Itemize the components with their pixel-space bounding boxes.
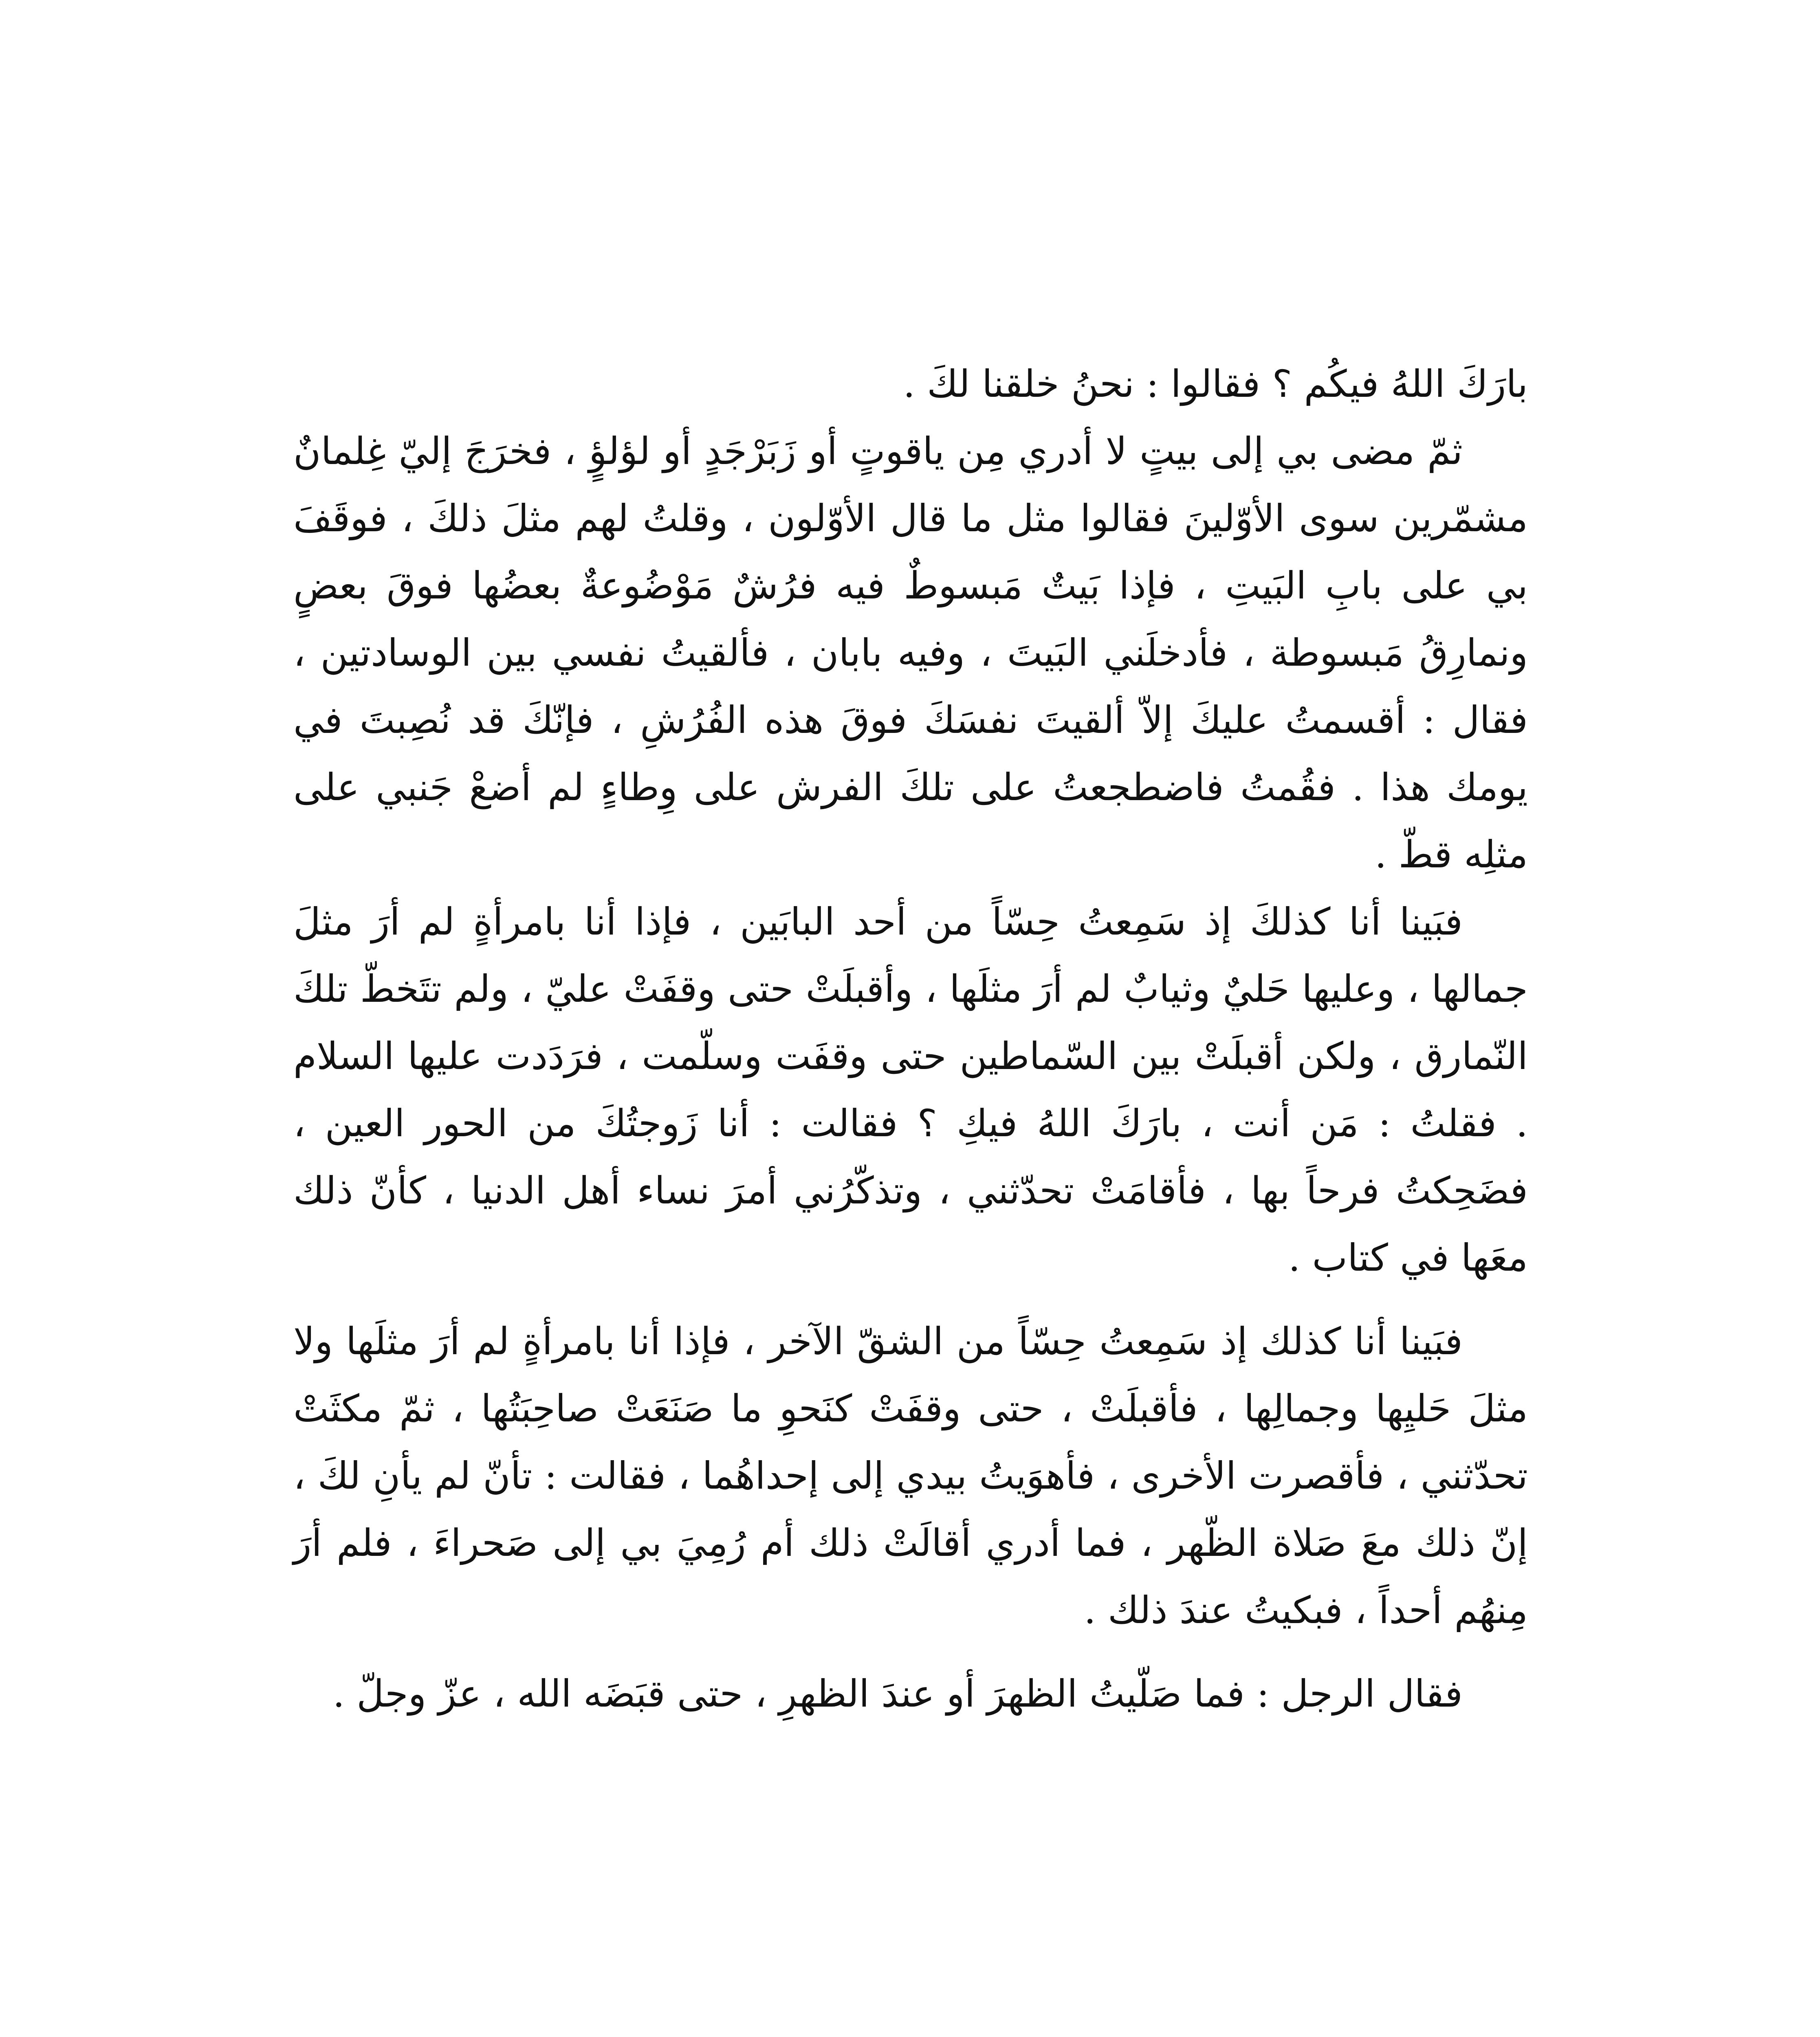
body-text: [293, 350, 1528, 1727]
paragraph: بارَكَ اللهُ فيكُم ؟ فقالوا : نحنُ خلقنا لكَ .: [903, 362, 1528, 406]
paragraph: ثمّ مضى بي إلى بيتٍ لا أدري مِن ياقوتٍ أو زَبَرْجَدٍ أو لؤلؤٍ ، فخرَجَ إليّ غِلمانٌ مشمّرين سوى الأوّلينَ فقالوا مثل ما قال الأوّلون ، وقلتُ لهم مثلَ ذلكَ ، فوقَفَ بي على بابِ البَيتِ ، فإذا بَيتٌ مَبسوطٌ فيه فرُشٌ مَوْضُوعةٌ بعضُها فوقَ بعضٍ ونمارِقُ مَبسوطة ، فأدخلَني البَيتَ ، وفيه بابان ، فألقيتُ نفسي بين الوسادتين ، فقال : أقسمتُ عليكَ إلاّ ألقيتَ نفسَكَ فوقَ هذه الفُرُشِ ، فإنّكَ قد نُصِبتَ في يومك هذا . فقُمتُ فاضطجعتُ على تلكَ الفرش على وِطاءٍ لم أضعْ جَنبي على مثلِه قطّ .: [293, 429, 1528, 876]
paragraph: فبَينا أنا كذلكَ إذ سَمِعتُ حِسّاً من أحد البابَين ، فإذا أنا بامرأةٍ لم أرَ مثلَ جمالها ، وعليها حَليٌ وثيابٌ لم أرَ مثلَها ، وأقبلَتْ حتى وقفَتْ عليّ ، ولم تتَخطّ تلكَ النّمارق ، ولكن أقبلَتْ بين السّماطين حتى وقفَت وسلّمت ، فرَدَدت عليها السلام . فقلتُ : مَن أنت ، بارَكَ اللهُ فيكِ ؟ فقالت : أنا زَوجتُكَ من الحور العين ، فضَحِكتُ فرحاً بها ، فأقامَتْ تحدّثني ، وتذكّرُني أمرَ نساء أهل الدنيا ، كأنّ ذلك معَها في كتاب .: [293, 900, 1528, 1280]
paragraph: فقال الرجل : فما صَلّيتُ الظهرَ أو عندَ الظهرِ ، حتى قبَضَه الله ، عزّ وجلّ .: [332, 1672, 1463, 1716]
paragraph: فبَينا أنا كذلك إذ سَمِعتُ حِسّاً من الشقّ الآخر ، فإذا أنا بامرأةٍ لم أرَ مثلَها ولا مثلَ حَليِها وجمالِها ، فأقبلَتْ ، حتى وقفَتْ كنَحوِ ما صَنَعَتْ صاحِبَتُها ، ثمّ مكثَتْ تحدّثني ، فأقصرت الأخرى ، فأهوَيتُ بيدي إلى إحداهُما ، فقالت : تأنّ لم يأنِ لكَ ، إنّ ذلك معَ صَلاة الظّهر ، فما أدري أقالَتْ ذلك أم رُمِيَ بي إلى صَحراءَ ، فلم أرَ مِنهُم أحداً ، فبكيتُ عندَ ذلك .: [293, 1320, 1528, 1632]
